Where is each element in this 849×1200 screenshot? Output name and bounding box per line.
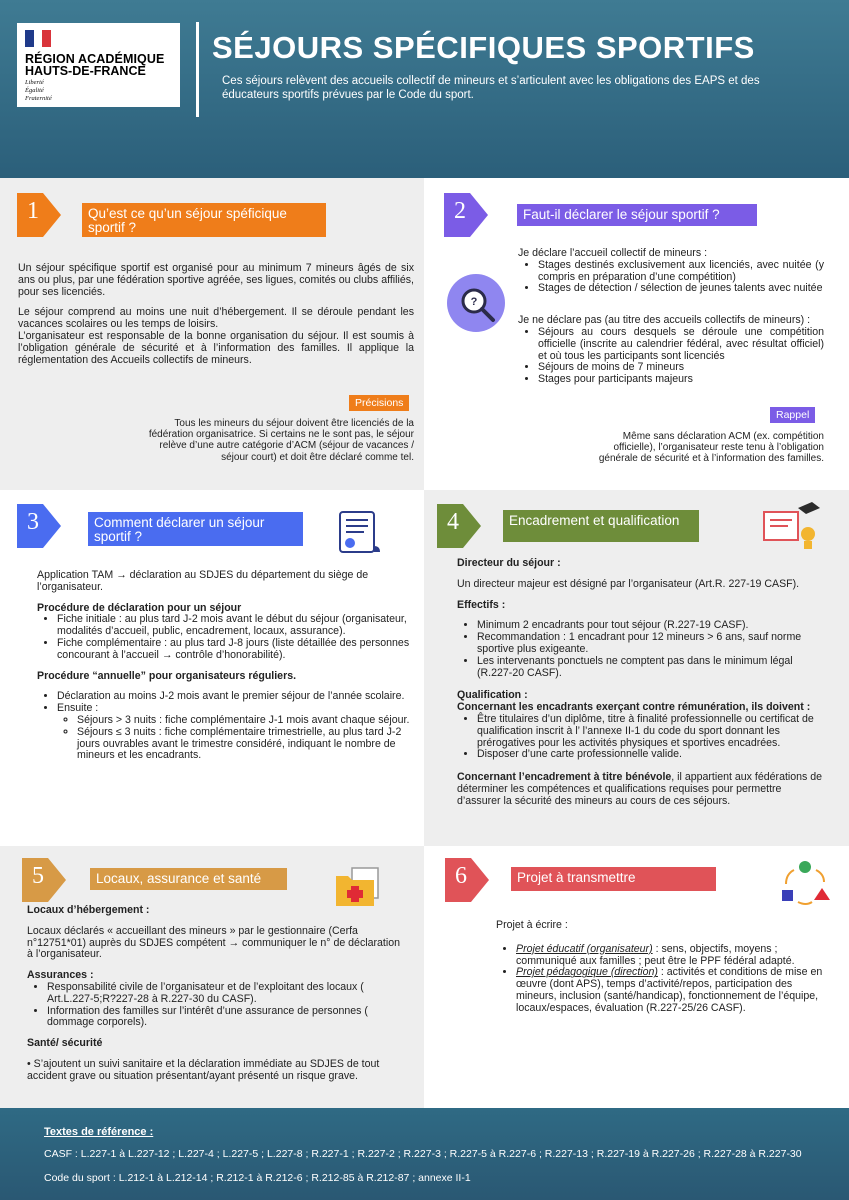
shapes-cycle-icon	[778, 860, 832, 906]
section-1-title: Qu’est ce qu’un séjour spéficique sportif ?	[82, 203, 326, 237]
section-number-1: 1	[17, 193, 61, 237]
footer-references	[0, 1108, 849, 1200]
medical-folder-icon	[334, 866, 382, 908]
section-5-body: Locaux d’hébergement : Locaux déclarés « accueillant des mineurs » par le gestionnaire (Cerfa n°12751*01) auprès du SDJES compétent → communiquer le n° de déclaration à l’organisateur. Assurances : • Responsabilité civile de l’organisateur et de l’exploitant des locaux ( Art.L.227-5;R?227-28 à R.227-30 du CASF). • Information des familles sur l’intérêt d’une assurance de personnes ( dommage corporels). Santé/ sécurité • S’ajoutent un suivi sanitaire et la déclaration immédiate au SDJES de tout accident grave ou situation présentant/ayant présenté un risque grave.	[27, 905, 403, 1083]
french-flag-icon	[25, 30, 51, 47]
logo-motto: Liberté Égalité Fraternité	[25, 79, 52, 102]
logo-line2: HAUTS-DE-FRANCE	[25, 64, 146, 78]
section-3	[0, 490, 424, 846]
section-2-body: Je déclare l’accueil collectif de mineurs : • Stages destinés exclusivement aux licenciés, avec nuitée (y compris en préparation d’une compétition) • Stages de détection / sélection de jeunes talents avec nuitée Je ne déclare pas (au titre des accueils collectifs de mineurs) : • Séjours au cours desquels se déroule une compétition officielle (inscrite au calendrier fédéral, avec résultat officiel) et où tous les participants sont licenciés • Séjours de moins de 7 mineurs • Stages pour participants majeurs	[518, 248, 824, 386]
rappel-tag: Rappel	[770, 407, 815, 423]
section-6-title: Projet à transmettre	[511, 867, 716, 891]
section-number-5: 5	[22, 858, 66, 902]
section-4-body: Directeur du séjour : Un directeur majeur est désigné par l’organisateur (Art.R. 227-19 CASF). Effectifs : • Minimum 2 encadrants pour tout séjour (R.227-19 CASF). • Recommandation : 1 encadrant pour 12 mineurs > 6 ans, sauf norme sportive plus exigeante. • Les intervenants ponctuels ne comptent pas dans le minimum légal (R.227-20 CASF). Qualification : Concernant les encadrants exerçant contre rémunération, ils doivent : • Être titulaires d’un diplôme, titre à finalité professionnelle ou certificat de qualification inscrit à l’ l’annexe II-1 du code du sport donnant les prérogatives pour les activités physiques et sportives encadrées. • Disposer d’une carte professionnelle valide. Concernant l’encadrement à titre bénévole, il appartient aux fédérations de déterminer les compétences et qualifications requises pour permettre d’assurer la sécurité des mineurs au cours de ces séjours.	[457, 558, 827, 808]
section-number-3: 3	[17, 504, 61, 548]
precisions-tag: Précisions	[349, 395, 409, 411]
section-number-2: 2	[444, 193, 488, 237]
page-subtitle: Ces séjours relèvent des accueils collectif de mineurs et s’articulent avec les obligations des EAPS et des éducateurs sportifs prévues par le Code du sport.	[222, 75, 760, 101]
section-4	[424, 490, 849, 846]
references-casf: CASF : L.227-1 à L.227-12 ; L.227-4 ; L.227-5 ; L.227-8 ; R.227-1 ; R.227-2 ; R.227-3 ; R.227-5 à R.227-6 ; R.227-13 ; R.227-19 à R.227-26 ; R.227-28 à R.227-30	[44, 1148, 802, 1160]
section-3-body: Application TAM → déclaration au SDJES du département du siège de l’organisateur. Procédure de déclaration pour un séjour • Fiche initiale : au plus tard J-2 mois avant le début du séjour (organisateur, modalités d’accueil, public, encadrement, locaux, assurance). • Fiche complémentaire : au plus tard J-8 jours (liste détaillée des personnes concourant à l’accueil → contrôle d’honorabilité). Procédure “annuelle” pour organisateurs réguliers. • Déclaration au moins J-2 mois avant le premier séjour de l’année scolaire. • Ensuite : ◦ Séjours > 3 nuits : fiche complémentaire J-1 mois avant chaque séjour. ◦ Séjours ≤ 3 nuits : fiche complémentaire trimestrielle, au plus tard J-2 jours ouvrables avant le trimestre considéré, indiquant le nombre de mineurs et les encadrants.	[37, 570, 413, 762]
section-5-title: Locaux, assurance et santé	[90, 868, 287, 890]
section-1	[0, 178, 424, 490]
region-logo	[17, 23, 180, 107]
section-6-body: Projet à écrire : • Projet éducatif (organisateur) : sens, objectifs, moyens ; communiqué aux familles ; peut être le PPF fédéral adapté. • Projet pédagogique (direction) : activités et conditions de mise en œuvre (dont APS), temps d’activité/repos, participation des mineurs, inclusion (santé/handicap), fonctionnement de l’équipe, locaux/espaces, évaluation (R.227-25/26 CASF).	[496, 920, 826, 1015]
section-number-4: 4	[437, 504, 481, 548]
logo-line1: RÉGION ACADÉMIQUE	[25, 52, 165, 66]
precisions-note: Tous les mineurs du séjour doivent être licenciés de la fédération organisatrice. Si certains ne le sont pas, le séjour relève d’une autre catégorie d’ACM (séjour de vacances / séjour court) et doit être déclaré comme tel.	[148, 418, 414, 463]
section-1-body: Un séjour spécifique sportif est organisé pour au minimum 7 mineurs âgés de six ans ou plus, par une fédération sportive agréée, ses ligues, comités ou clubs affiliés, pour ses licenciés. Le séjour comprend au moins une nuit d’hébergement. Il se déroule pendant les vacances scolaires ou les temps de loisirs. L’organisateur est responsable de la bonne organisation du séjour. Il est soumis à l’obligation générale de sécurité et à l’information des familles. Il applique la réglementation des Accueils collectifs de mineurs.	[18, 262, 414, 366]
section-4-title: Encadrement et qualification	[503, 510, 699, 542]
references-title: Textes de référence :	[44, 1126, 154, 1138]
svg-text:?: ?	[470, 296, 478, 308]
header-banner	[0, 0, 849, 178]
references-code-sport: Code du sport : L.212-1 à L.212-14 ; R.212-1 à R.212-6 ; R.212-85 à R.212-87 ; annexe II-1	[44, 1172, 471, 1184]
search-magnifier-icon	[447, 274, 505, 332]
rappel-note: Même sans déclaration ACM (ex. compétition officielle), l’organisateur reste tenu à l’obligation générale de sécurité et à l’information des familles.	[598, 431, 824, 465]
section-5	[0, 846, 424, 1108]
section-6	[424, 846, 849, 1108]
document-scroll-icon	[334, 508, 384, 556]
header-divider	[196, 22, 199, 117]
section-2-title: Faut-il déclarer le séjour sportif ?	[517, 204, 757, 226]
section-2	[424, 178, 849, 490]
section-3-title: Comment déclarer un séjour sportif ?	[88, 512, 303, 546]
section-number-6: 6	[445, 858, 489, 902]
diploma-award-icon	[760, 500, 822, 552]
page-title: SÉJOURS SPÉCIFIQUES SPORTIFS	[212, 30, 755, 65]
